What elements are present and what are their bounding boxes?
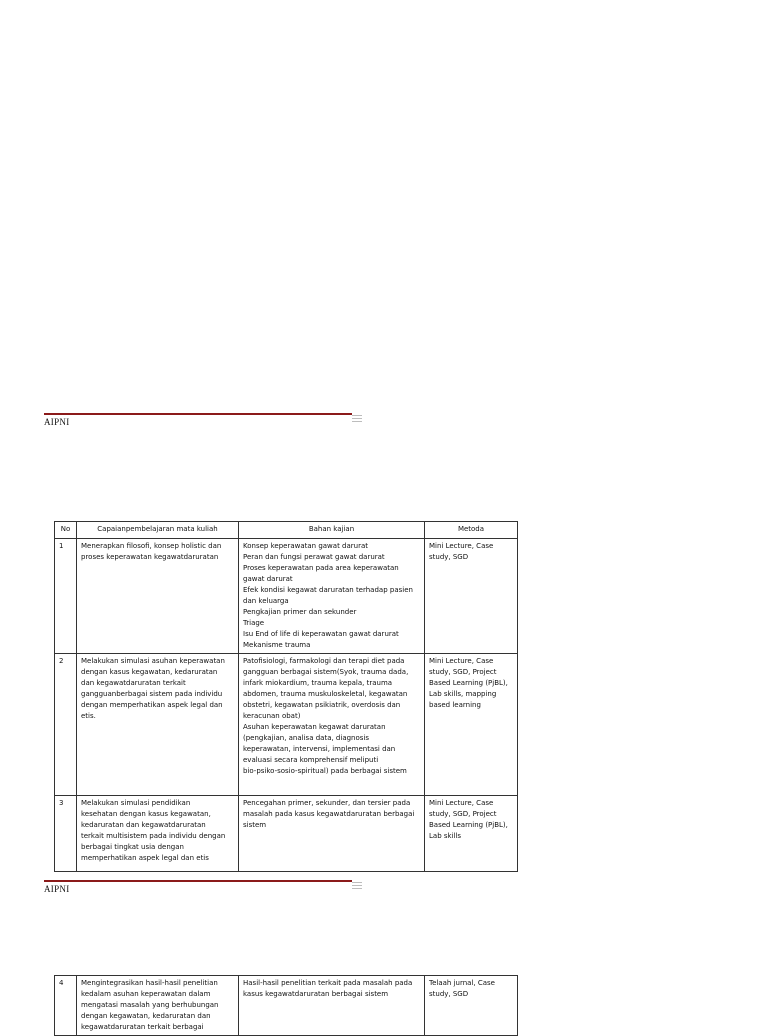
table-row — [55, 976, 518, 1036]
header-rule — [44, 413, 352, 415]
capaian-cell: Mengintegrasikan hasil-hasil penelitian kedalam asuhan keperawatan dalam mengatasi masalah yang berhubungan dengan kegawatan, kedaruratan dan kegawatdaruratan terkait berbagai — [77, 976, 239, 1036]
bahan-cell: Patofisiologi, farmakologi dan terapi diet pada gangguan berbagai sistem(Syok, trauma dada, infark miokardium, trauma kepala, trauma abdomen, trauma muskuloskeletal, kegawatan obstetri, kegawatan psikiatrik, overdosis dan keracunan obat) Asuhan keperawatan kegawat daruratan (pengkajian, analisa data, diagnosis keperawatan, intervensi, implementasi dan evaluasi secara komprehensif meliputi bio-psiko-sosio-spiritual) pada berbagai sistem — [239, 654, 425, 796]
metoda-cell: Mini Lecture, Case study, SGD, Project Based Learning (PjBL), Lab skills, mapping based learning — [425, 654, 518, 796]
table-row — [55, 654, 518, 796]
column-header-no: No — [55, 522, 77, 539]
bahan-cell: Pencegahan primer, sekunder, dan tersier pada masalah pada kasus kegawatdaruratan berbagai sistem — [239, 796, 425, 872]
bahan-cell: Hasil-hasil penelitian terkait pada masalah pada kasus kegawatdaruratan berbagai sistem — [239, 976, 425, 1036]
page-break-icon — [352, 415, 362, 423]
page-break-icon — [352, 882, 362, 890]
header-rule — [44, 880, 352, 882]
row-number: 1 — [55, 539, 77, 654]
capaian-cell: Melakukan simulasi pendidikan kesehatan dengan kasus kegawatan, kedaruratan dan kegawatdaruratan terkait multisistem pada individu dengan berbagai tingkat usia dengan memperhatikan aspek legal dan etis — [77, 796, 239, 872]
metoda-cell: Mini Lecture, Case study, SGD, Project Based Learning (PjBL), Lab skills — [425, 796, 518, 872]
row-number: 3 — [55, 796, 77, 872]
header-label: AIPNI — [44, 417, 70, 427]
column-header-capaian: Capaianpembelajaran mata kuliah — [77, 522, 239, 539]
row-number: 4 — [55, 976, 77, 1036]
column-header-bahan: Bahan kajian — [239, 522, 425, 539]
curriculum-table-continued — [54, 975, 518, 1036]
capaian-cell: Melakukan simulasi asuhan keperawatan dengan kasus kegawatan, kedaruratan dan kegawatdaruratan terkait gangguanberbagai sistem pada individu dengan memperhatikan aspek legal dan etis. — [77, 654, 239, 796]
table-row — [55, 796, 518, 872]
bahan-cell: Konsep keperawatan gawat darurat Peran dan fungsi perawat gawat darurat Proses keperawatan pada area keperawatan gawat darurat Efek kondisi kegawat daruratan terhadap pasien dan keluarga Pengkajian primer dan sekunder Triage Isu End of life di keperawatan gawat darurat Mekanisme trauma — [239, 539, 425, 654]
curriculum-table — [54, 521, 518, 872]
header-label: AIPNI — [44, 884, 70, 894]
table-row — [55, 539, 518, 654]
metoda-cell: Telaah jurnal, Case study, SGD — [425, 976, 518, 1036]
capaian-cell: Menerapkan filosofi, konsep holistic dan proses keperawatan kegawatdaruratan — [77, 539, 239, 654]
table-header-row — [55, 522, 518, 539]
metoda-cell: Mini Lecture, Case study, SGD — [425, 539, 518, 654]
column-header-metoda: Metoda — [425, 522, 518, 539]
row-number: 2 — [55, 654, 77, 796]
